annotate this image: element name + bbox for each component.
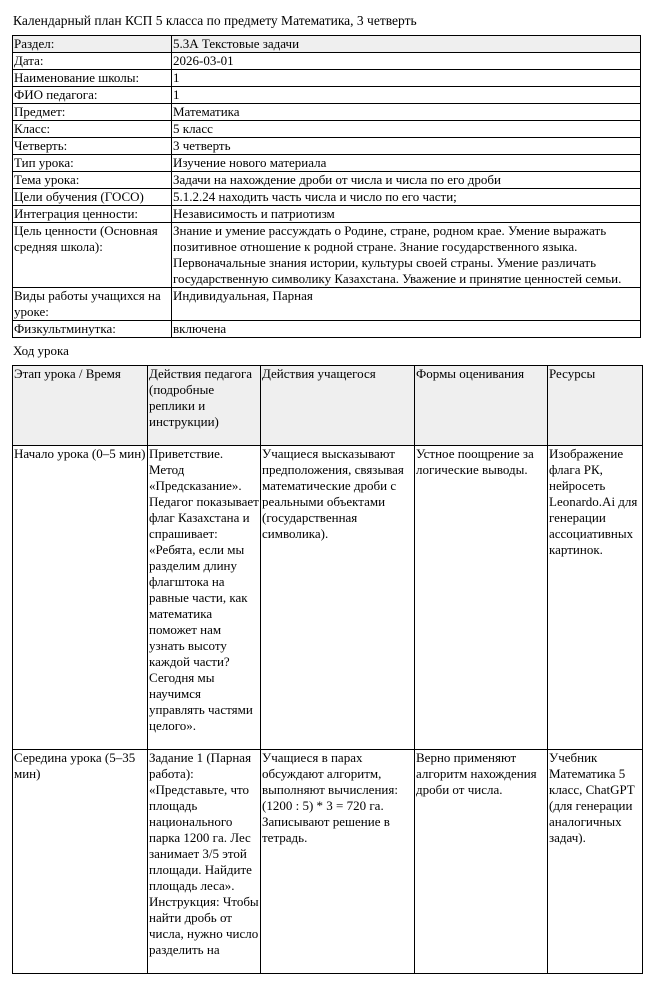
info-key: Дата: (13, 53, 172, 70)
lesson-flow-label: Ход урока (13, 343, 69, 358)
info-value: Математика (172, 104, 641, 121)
info-value: 3 четверть (172, 138, 641, 155)
info-key: Цели обучения (ГОСО) (13, 189, 172, 206)
info-key: ФИО педагога: (13, 87, 172, 104)
info-row (13, 223, 641, 288)
info-value: 5.1.2.24 находить часть числа и число по его части; (172, 189, 641, 206)
table-header-row (13, 366, 643, 446)
info-row (13, 288, 641, 321)
info-table (12, 35, 641, 338)
assessment-cell: Верно применяют алгоритм нахождения дроби от числа. (415, 750, 548, 974)
info-value: включена (172, 321, 641, 338)
info-value: Изучение нового материала (172, 155, 641, 172)
stage-cell: Середина урока (5–35 мин) (13, 750, 148, 974)
info-row (13, 138, 641, 155)
info-row (13, 87, 641, 104)
resources-cell: Изображение флага РК, нейросеть Leonardo.Ai для генерации ассоциативных картинок. (548, 446, 643, 750)
info-row (13, 121, 641, 138)
info-key: Физкультминутка: (13, 321, 172, 338)
page-bottom-margin (0, 975, 651, 985)
teacher-actions-cell: Задание 1 (Парная работа): «Представьте, что площадь национального парка 1200 га. Лес занимает 3/5 этой площади. Найдите площадь леса». Инструкция: Чтобы найти дробь от числа, нужно число разделить на (148, 750, 261, 974)
info-value: 5 класс (172, 121, 641, 138)
info-key: Цель ценности (Основная средняя школа): (13, 223, 172, 288)
info-row (13, 189, 641, 206)
info-value: Задачи на нахождение дроби от числа и числа по его дроби (172, 172, 641, 189)
column-header: Ресурсы (548, 366, 643, 446)
info-row (13, 172, 641, 189)
student-actions-cell: Учащиеся в парах обсуждают алгоритм, выполняют вычисления: (1200 : 5) * 3 = 720 га. Записывают решение в тетрадь. (261, 750, 415, 974)
resources-cell: Учебник Математика 5 класс, ChatGPT (для генерации аналогичных задач). (548, 750, 643, 974)
info-key: Раздел: (13, 36, 172, 53)
info-row (13, 36, 641, 53)
info-row (13, 104, 641, 121)
info-value: 1 (172, 87, 641, 104)
info-value: 5.3А Текстовые задачи (172, 36, 641, 53)
document-title: Календарный план КСП 5 класса по предмету Математика, 3 четверть (13, 13, 417, 28)
stage-cell: Начало урока (0–5 мин) (13, 446, 148, 750)
info-key: Предмет: (13, 104, 172, 121)
info-value: Независимость и патриотизм (172, 206, 641, 223)
info-key: Виды работы учащихся на уроке: (13, 288, 172, 321)
info-row (13, 53, 641, 70)
info-row (13, 155, 641, 172)
column-header: Формы оценивания (415, 366, 548, 446)
lesson-flow-table (12, 365, 643, 974)
column-header: Действия учащегося (261, 366, 415, 446)
column-header: Этап урока / Время (13, 366, 148, 446)
teacher-actions-cell: Приветствие. Метод «Предсказание». Педагог показывает флаг Казахстана и спрашивает: «Ребята, если мы разделим длину флагштока на равные части, как математика поможет нам узнать высоту каждой части? Сегодня мы научимся управлять частями целого». (148, 446, 261, 750)
info-row (13, 70, 641, 87)
info-key: Класс: (13, 121, 172, 138)
info-key: Четверть: (13, 138, 172, 155)
assessment-cell: Устное поощрение за логические выводы. (415, 446, 548, 750)
column-header: Действия педагога (подробные реплики и инструкции) (148, 366, 261, 446)
student-actions-cell: Учащиеся высказывают предположения, связывая математические дроби с реальными объектами (государственная символика). (261, 446, 415, 750)
info-value: Знание и умение рассуждать о Родине, стране, родном крае. Умение выражать позитивное отношение к родной стране. Знание государственного языка. Первоначальные знания истории, культуры своей страны. Умение различать государственную символику Казахстана. Уважение и принятие ценностей семьи. (172, 223, 641, 288)
table-row (13, 750, 643, 974)
info-value: 1 (172, 70, 641, 87)
info-value: Индивидуальная, Парная (172, 288, 641, 321)
info-key: Наименование школы: (13, 70, 172, 87)
info-row (13, 206, 641, 223)
info-key: Тема урока: (13, 172, 172, 189)
info-value: 2026-03-01 (172, 53, 641, 70)
info-key: Тип урока: (13, 155, 172, 172)
info-row (13, 321, 641, 338)
info-key: Интеграция ценности: (13, 206, 172, 223)
table-row (13, 446, 643, 750)
